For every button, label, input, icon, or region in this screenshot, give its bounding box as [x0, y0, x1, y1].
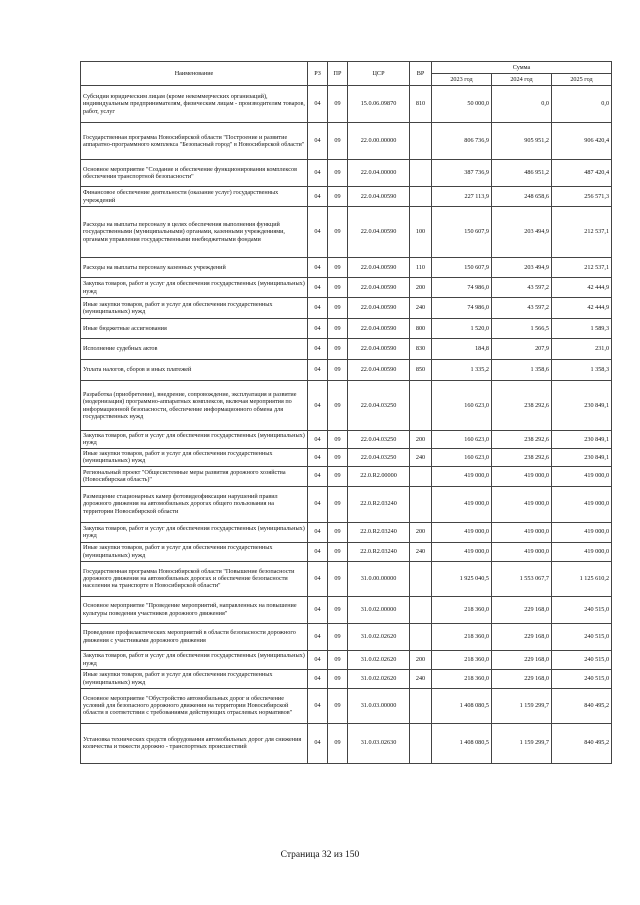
row-pr: 09	[328, 596, 348, 623]
row-value-2025: 231,0	[552, 339, 612, 360]
row-csr: 22.0.04.00590	[348, 258, 410, 278]
row-pr: 09	[328, 542, 348, 561]
row-value-2024: 248 658,6	[492, 187, 552, 207]
row-value-2024: 229 168,0	[492, 650, 552, 669]
row-vr: 830	[410, 339, 432, 360]
row-value-2023: 806 736,9	[432, 123, 492, 160]
row-pr: 09	[328, 448, 348, 466]
row-value-2025: 419 000,0	[552, 466, 612, 486]
table-row	[81, 448, 612, 466]
row-name: Уплата налогов, сборов и иных платежей	[81, 360, 308, 381]
row-value-2023: 218 360,0	[432, 623, 492, 650]
row-pr: 09	[328, 360, 348, 381]
row-name: Государственная программа Новосибирской области "Повышение безопасности дорожного движения на автомобильных дорогах и обеспечение безопасности населения на транспорте в Новосибирской области"	[81, 561, 308, 596]
row-value-2023: 160 623,0	[432, 381, 492, 431]
row-name: Разработка (приобретение), внедрение, сопровождение, эксплуатация и развитие (модернизация) программно-аппаратных комплексов, включая мероприятия по информационной безопасности, обеспечение информационного обмена для государственных нужд	[81, 381, 308, 431]
row-value-2025: 240 515,0	[552, 623, 612, 650]
row-value-2025: 230 849,1	[552, 431, 612, 449]
row-name: Иные бюджетные ассигнования	[81, 319, 308, 339]
row-rz: 04	[308, 123, 328, 160]
table-row	[81, 360, 612, 381]
page-number: Страница 32 из 150	[280, 850, 360, 860]
row-value-2023: 387 736,9	[432, 160, 492, 187]
table-row	[81, 160, 612, 187]
row-pr: 09	[328, 123, 348, 160]
row-value-2024: 238 292,6	[492, 431, 552, 449]
row-value-2024: 419 000,0	[492, 466, 552, 486]
row-value-2023: 1 520,0	[432, 319, 492, 339]
row-rz: 04	[308, 688, 328, 723]
row-vr: 110	[410, 258, 432, 278]
header-sum: Сумма	[432, 62, 612, 74]
row-vr: 850	[410, 360, 432, 381]
row-pr: 09	[328, 319, 348, 339]
row-value-2025: 256 571,3	[552, 187, 612, 207]
row-vr	[410, 381, 432, 431]
row-pr: 09	[328, 160, 348, 187]
row-csr: 31.0.03.00000	[348, 688, 410, 723]
row-rz: 04	[308, 542, 328, 561]
table-row	[81, 688, 612, 723]
row-pr: 09	[328, 298, 348, 319]
row-value-2025: 487 420,4	[552, 160, 612, 187]
row-value-2025: 840 495,2	[552, 688, 612, 723]
row-value-2023: 1 408 080,5	[432, 688, 492, 723]
row-value-2024: 1 566,5	[492, 319, 552, 339]
row-rz: 04	[308, 561, 328, 596]
row-name: Финансовое обеспечение деятельности (оказание услуг) государственных учреждений	[81, 187, 308, 207]
row-rz: 04	[308, 298, 328, 319]
row-rz: 04	[308, 466, 328, 486]
row-csr: 22.0.04.00590	[348, 207, 410, 258]
row-name: Основное мероприятие "Обустройство автомобильных дорог и обеспечение условий для безопасного дорожного движения на территории Новосибирской области в соответствии с требованиями действующих отраслевых нормативов"	[81, 688, 308, 723]
table-row	[81, 339, 612, 360]
table-row	[81, 187, 612, 207]
table-row	[81, 86, 612, 123]
row-csr: 31.0.02.02620	[348, 623, 410, 650]
row-vr	[410, 688, 432, 723]
row-csr: 22.0.04.00590	[348, 187, 410, 207]
row-value-2024: 1 159 299,7	[492, 688, 552, 723]
header-rz: РЗ	[308, 62, 328, 86]
row-value-2025: 1 589,3	[552, 319, 612, 339]
row-rz: 04	[308, 381, 328, 431]
row-value-2024: 238 292,6	[492, 448, 552, 466]
row-name: Иные закупки товаров, работ и услуг для обеспечения государственных (муниципальных) нужд	[81, 448, 308, 466]
table-row	[81, 669, 612, 688]
row-value-2024: 229 168,0	[492, 596, 552, 623]
row-rz: 04	[308, 187, 328, 207]
row-name: Размещение стационарных камер фотовидеофиксации нарушений правил дорожного движения на автомобильных дорогах общего пользования на территории Новосибирской области	[81, 486, 308, 522]
row-name: Закупка товаров, работ и услуг для обеспечения государственных (муниципальных) нужд	[81, 278, 308, 298]
table-row	[81, 466, 612, 486]
row-rz: 04	[308, 669, 328, 688]
row-pr: 09	[328, 381, 348, 431]
row-csr: 22.0.04.03250	[348, 448, 410, 466]
row-csr: 22.0.04.00000	[348, 160, 410, 187]
row-vr: 240	[410, 448, 432, 466]
row-value-2023: 419 000,0	[432, 522, 492, 542]
table-row	[81, 522, 612, 542]
row-vr: 800	[410, 319, 432, 339]
row-vr: 200	[410, 431, 432, 449]
row-pr: 09	[328, 669, 348, 688]
row-value-2023: 184,8	[432, 339, 492, 360]
row-vr	[410, 561, 432, 596]
table-row	[81, 486, 612, 522]
row-name: Основное мероприятие "Проведение мероприятий, направленных на повышение культуры поведения участников дорожного движения"	[81, 596, 308, 623]
row-csr: 22.0.04.03250	[348, 431, 410, 449]
row-value-2024: 1 159 299,7	[492, 723, 552, 763]
table-row	[81, 298, 612, 319]
row-name: Расходы на выплаты персоналу в целях обеспечения выполнения функций государственными (муниципальными) органами, казенными учреждениями, органами управления государственными внебюджетными фондами	[81, 207, 308, 258]
row-rz: 04	[308, 278, 328, 298]
row-value-2023: 160 623,0	[432, 431, 492, 449]
row-vr	[410, 160, 432, 187]
row-value-2024: 203 494,9	[492, 258, 552, 278]
row-value-2024: 419 000,0	[492, 522, 552, 542]
row-vr: 200	[410, 522, 432, 542]
row-csr: 31.0.00.00000	[348, 561, 410, 596]
row-rz: 04	[308, 319, 328, 339]
row-name: Основное мероприятие "Создание и обеспечение функционирования комплексов обеспечения транспортной безопасности"	[81, 160, 308, 187]
row-vr: 100	[410, 207, 432, 258]
row-value-2024: 0,0	[492, 86, 552, 123]
row-rz: 04	[308, 723, 328, 763]
row-value-2024: 203 494,9	[492, 207, 552, 258]
row-csr: 22.0.04.00590	[348, 339, 410, 360]
row-csr: 22.0.04.00590	[348, 298, 410, 319]
row-value-2024: 1 358,6	[492, 360, 552, 381]
row-vr	[410, 123, 432, 160]
row-rz: 04	[308, 522, 328, 542]
row-value-2023: 1 408 080,5	[432, 723, 492, 763]
row-name: Расходы на выплаты персоналу казенных учреждений	[81, 258, 308, 278]
table-row	[81, 319, 612, 339]
row-vr	[410, 596, 432, 623]
row-vr: 200	[410, 278, 432, 298]
row-csr: 22.0.R2.03240	[348, 542, 410, 561]
table-row	[81, 561, 612, 596]
row-pr: 09	[328, 431, 348, 449]
row-name: Иные закупки товаров, работ и услуг для обеспечения государственных (муниципальных) нужд	[81, 669, 308, 688]
row-value-2023: 74 986,0	[432, 278, 492, 298]
row-value-2025: 0,0	[552, 86, 612, 123]
row-csr: 31.0.02.02620	[348, 650, 410, 669]
row-pr: 09	[328, 258, 348, 278]
row-vr: 200	[410, 650, 432, 669]
row-name: Закупка товаров, работ и услуг для обеспечения государственных (муниципальных) нужд	[81, 650, 308, 669]
row-csr: 22.0.04.00590	[348, 360, 410, 381]
row-rz: 04	[308, 207, 328, 258]
row-value-2023: 150 607,9	[432, 258, 492, 278]
row-rz: 04	[308, 623, 328, 650]
row-value-2025: 240 515,0	[552, 650, 612, 669]
row-value-2024: 207,9	[492, 339, 552, 360]
budget-table	[80, 61, 612, 764]
row-name: Установка технических средств оборудования автомобильных дорог для снижения количества и тяжести дорожно - транспортных происшествий	[81, 723, 308, 763]
row-vr: 240	[410, 298, 432, 319]
row-vr: 810	[410, 86, 432, 123]
row-value-2025: 419 000,0	[552, 542, 612, 561]
row-name: Государственная программа Новосибирской области "Построение и развитие аппаратно-программного комплекса "Безопасный город" в Новосибирской области"	[81, 123, 308, 160]
row-value-2023: 1 335,2	[432, 360, 492, 381]
table-row	[81, 596, 612, 623]
table-row	[81, 431, 612, 449]
header-csr: ЦСР	[348, 62, 410, 86]
row-value-2024: 229 168,0	[492, 669, 552, 688]
row-name: Субсидии юридическим лицам (кроме некоммерческих организаций), индивидуальным предпринимателям, физическим лицам - производителям товаров, работ, услуг	[81, 86, 308, 123]
row-csr: 15.0.06.09870	[348, 86, 410, 123]
row-vr	[410, 187, 432, 207]
row-name: Региональный проект "Общесистемные меры развития дорожного хозяйства (Новосибирская область)"	[81, 466, 308, 486]
header-year-2025: 2025 год	[552, 74, 612, 86]
row-rz: 04	[308, 596, 328, 623]
row-pr: 09	[328, 278, 348, 298]
row-pr: 09	[328, 339, 348, 360]
row-value-2024: 229 168,0	[492, 623, 552, 650]
row-value-2024: 486 951,2	[492, 160, 552, 187]
row-pr: 09	[328, 561, 348, 596]
table-row	[81, 650, 612, 669]
row-value-2023: 150 607,9	[432, 207, 492, 258]
row-value-2023: 50 000,0	[432, 86, 492, 123]
table-row	[81, 723, 612, 763]
row-csr: 31.0.02.00000	[348, 596, 410, 623]
row-rz: 04	[308, 86, 328, 123]
row-pr: 09	[328, 207, 348, 258]
row-value-2023: 419 000,0	[432, 466, 492, 486]
row-pr: 09	[328, 522, 348, 542]
row-value-2023: 74 986,0	[432, 298, 492, 319]
header-vr: ВР	[410, 62, 432, 86]
row-csr: 22.0.R2.00000	[348, 466, 410, 486]
row-rz: 04	[308, 448, 328, 466]
row-value-2025: 1 358,3	[552, 360, 612, 381]
row-rz: 04	[308, 431, 328, 449]
row-vr: 240	[410, 669, 432, 688]
row-name: Иные закупки товаров, работ и услуг для обеспечения государственных (муниципальных) нужд	[81, 542, 308, 561]
row-value-2025: 906 420,4	[552, 123, 612, 160]
row-name: Проведение профилактических мероприятий в области безопасности дорожного движения с участниками дорожного движения	[81, 623, 308, 650]
table-row	[81, 123, 612, 160]
row-name: Закупка товаров, работ и услуг для обеспечения государственных (муниципальных) нужд	[81, 522, 308, 542]
row-value-2024: 419 000,0	[492, 486, 552, 522]
row-pr: 09	[328, 187, 348, 207]
table-body	[81, 86, 612, 764]
row-pr: 09	[328, 466, 348, 486]
row-pr: 09	[328, 86, 348, 123]
table-row	[81, 258, 612, 278]
header-year-2023: 2023 год	[432, 74, 492, 86]
row-name: Исполнение судебных актов	[81, 339, 308, 360]
row-vr	[410, 466, 432, 486]
row-rz: 04	[308, 360, 328, 381]
row-pr: 09	[328, 723, 348, 763]
row-value-2023: 419 000,0	[432, 486, 492, 522]
row-csr: 22.0.R2.03240	[348, 522, 410, 542]
row-value-2025: 230 849,1	[552, 381, 612, 431]
header-pr: ПР	[328, 62, 348, 86]
row-value-2024: 43 597,2	[492, 278, 552, 298]
row-value-2023: 218 360,0	[432, 650, 492, 669]
row-value-2023: 1 925 040,5	[432, 561, 492, 596]
row-value-2025: 419 000,0	[552, 522, 612, 542]
row-value-2024: 905 951,2	[492, 123, 552, 160]
row-value-2024: 238 292,6	[492, 381, 552, 431]
row-rz: 04	[308, 339, 328, 360]
table-row	[81, 278, 612, 298]
row-value-2025: 230 849,1	[552, 448, 612, 466]
row-value-2023: 227 113,9	[432, 187, 492, 207]
row-value-2023: 218 360,0	[432, 669, 492, 688]
row-value-2024: 1 553 067,7	[492, 561, 552, 596]
row-csr: 22.0.04.03250	[348, 381, 410, 431]
row-vr	[410, 723, 432, 763]
row-rz: 04	[308, 258, 328, 278]
table-row	[81, 381, 612, 431]
row-name: Иные закупки товаров, работ и услуг для обеспечения государственных (муниципальных) нужд	[81, 298, 308, 319]
row-vr	[410, 486, 432, 522]
row-csr: 22.0.00.00000	[348, 123, 410, 160]
table-row	[81, 623, 612, 650]
row-value-2024: 419 000,0	[492, 542, 552, 561]
row-rz: 04	[308, 486, 328, 522]
row-value-2025: 212 537,1	[552, 258, 612, 278]
row-pr: 09	[328, 650, 348, 669]
row-csr: 22.0.04.00590	[348, 319, 410, 339]
row-value-2024: 43 597,2	[492, 298, 552, 319]
header-year-2024: 2024 год	[492, 74, 552, 86]
row-value-2023: 419 000,0	[432, 542, 492, 561]
row-value-2025: 1 125 610,2	[552, 561, 612, 596]
row-value-2025: 240 515,0	[552, 596, 612, 623]
table-row	[81, 207, 612, 258]
row-vr	[410, 623, 432, 650]
row-name: Закупка товаров, работ и услуг для обеспечения государственных (муниципальных) нужд	[81, 431, 308, 449]
row-value-2025: 840 495,2	[552, 723, 612, 763]
row-rz: 04	[308, 160, 328, 187]
row-csr: 31.0.02.02620	[348, 669, 410, 688]
row-pr: 09	[328, 486, 348, 522]
row-value-2025: 240 515,0	[552, 669, 612, 688]
row-rz: 04	[308, 650, 328, 669]
row-csr: 31.0.03.02630	[348, 723, 410, 763]
row-pr: 09	[328, 688, 348, 723]
table-row	[81, 542, 612, 561]
row-value-2025: 212 537,1	[552, 207, 612, 258]
row-value-2025: 42 444,9	[552, 278, 612, 298]
row-csr: 22.0.04.00590	[348, 278, 410, 298]
header-name: Наименование	[81, 62, 308, 86]
row-csr: 22.0.R2.03240	[348, 486, 410, 522]
row-vr: 240	[410, 542, 432, 561]
row-value-2023: 160 623,0	[432, 448, 492, 466]
row-value-2023: 218 360,0	[432, 596, 492, 623]
row-pr: 09	[328, 623, 348, 650]
row-value-2025: 42 444,9	[552, 298, 612, 319]
row-value-2025: 419 000,0	[552, 486, 612, 522]
